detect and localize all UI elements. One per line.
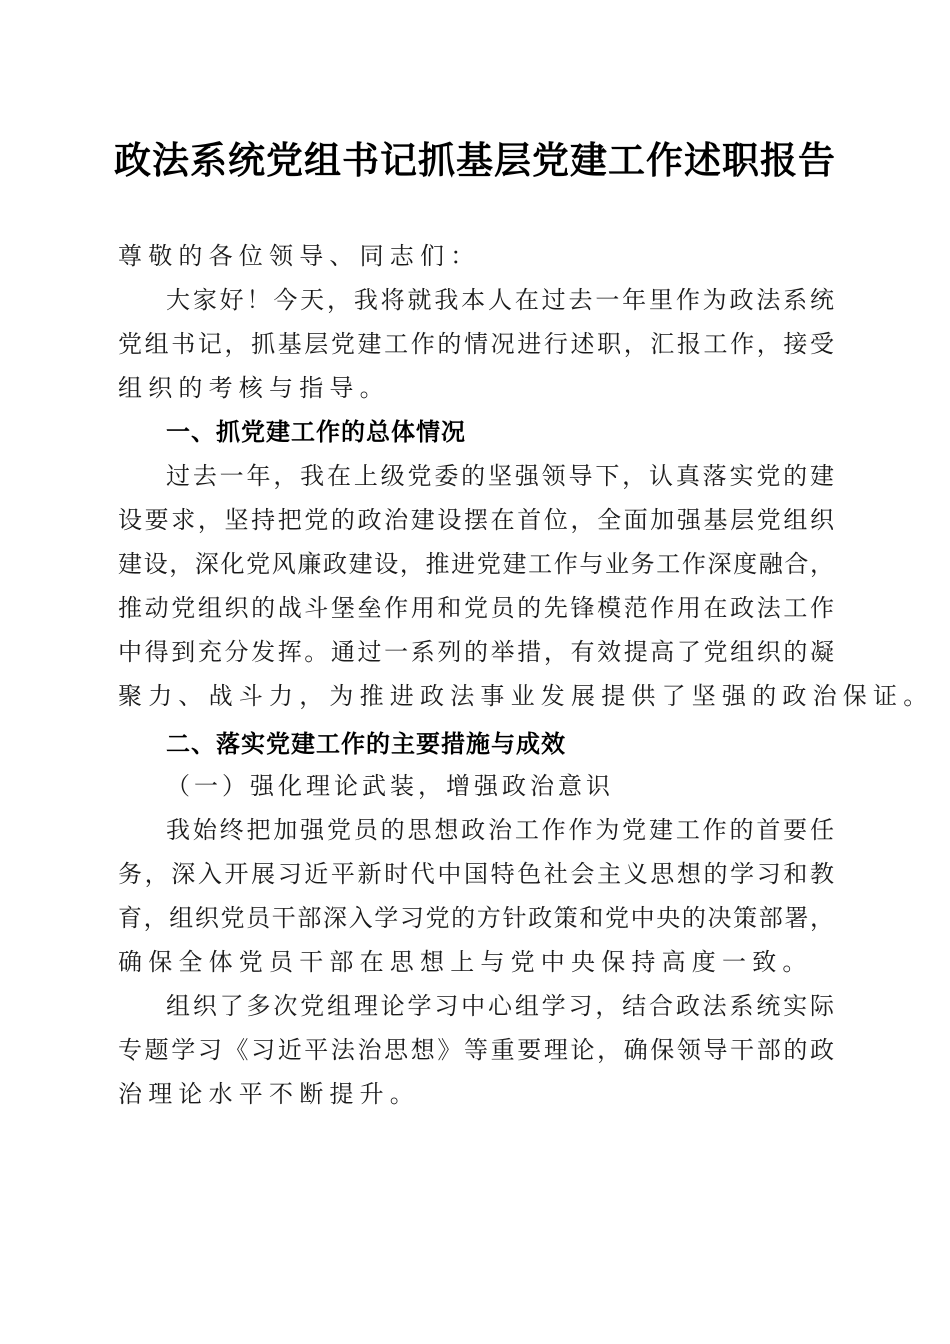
section-1-line-2: 设要求，坚持把党的政治建设摆在首位，全面加强基层党组织 (118, 506, 834, 534)
subsection-1-p2-line-2: 专题学习《习近平法治思想》等重要理论，确保领导干部的政 (118, 1036, 834, 1064)
subsection-1-heading: （一）强化理论武装，增强政治意识 (166, 772, 614, 800)
section-1-line-5: 中得到充分发挥。通过一系列的举措，有效提高了党组织的凝 (118, 638, 834, 666)
section-2-heading: 二、落实党建工作的主要措施与成效 (166, 730, 566, 758)
subsection-1-p2-line-1: 组织了多次党组理论学习中心组学习，结合政法系统实际 (166, 992, 834, 1020)
salutation: 尊敬的各位领导、同志们： (118, 242, 481, 270)
section-1-line-3: 建设，深化党风廉政建设，推进党建工作与业务工作深度融合， (118, 550, 834, 578)
section-1-heading: 一、抓党建工作的总体情况 (166, 418, 466, 446)
subsection-1-p1-line-4: 确保全体党员干部在思想上与党中央保持高度一致。 (118, 948, 813, 976)
section-1-line-6: 聚力、战斗力，为推进政法事业发展提供了坚强的政治保证。 (118, 682, 934, 710)
intro-line-1: 大家好！今天，我将就我本人在过去一年里作为政法系统 (166, 286, 834, 314)
document-title: 政法系统党组书记抓基层党建工作述职报告 (114, 138, 836, 182)
section-1-line-4: 推动党组织的战斗堡垒作用和党员的先锋模范作用在政法工作 (118, 594, 834, 622)
subsection-1-p1-line-3: 育，组织党员干部深入学习党的方针政策和党中央的决策部署， (118, 904, 834, 932)
intro-line-2: 党组书记，抓基层党建工作的情况进行述职，汇报工作，接受 (118, 330, 834, 358)
subsection-1-p1-line-2: 务，深入开展习近平新时代中国特色社会主义思想的学习和教 (118, 860, 834, 888)
subsection-1-p1-line-1: 我始终把加强党员的思想政治工作作为党建工作的首要任 (166, 816, 834, 844)
intro-line-3: 组织的考核与指导。 (118, 374, 390, 402)
section-1-line-1: 过去一年，我在上级党委的坚强领导下，认真落实党的建 (166, 462, 834, 490)
subsection-1-p2-line-3: 治理论水平不断提升。 (118, 1080, 420, 1108)
